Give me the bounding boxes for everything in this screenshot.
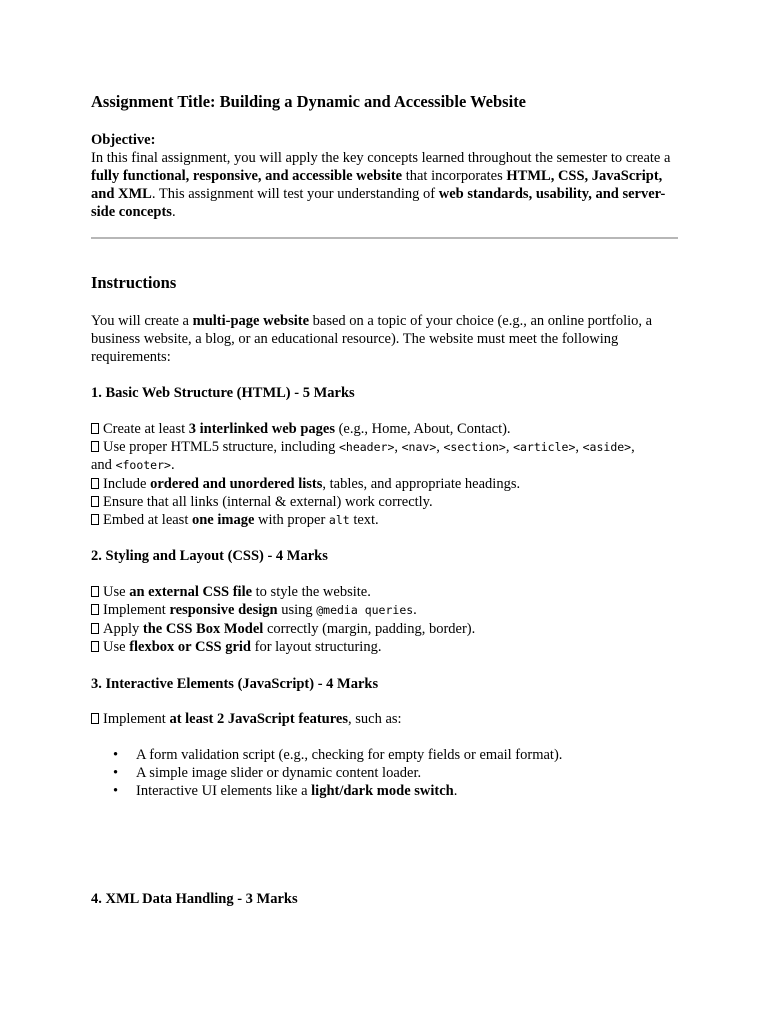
bullet-item: • A form validation script (e.g., checking for empty fields or email format). [113,747,563,763]
checklist-item: Use flexbox or CSS grid for layout structuring. [91,638,381,656]
section-4-heading: 4. XML Data Handling - 3 Marks [91,891,298,907]
checkbox-icon [91,423,99,434]
checkbox-icon [91,478,99,489]
instructions-heading: Instructions [91,273,177,292]
checklist-item: Include ordered and unordered lists, tables, and appropriate headings. [91,475,520,493]
checklist-item: Implement at least 2 JavaScript features, such as: [91,710,402,728]
section-1-heading: 1. Basic Web Structure (HTML) - 5 Marks [91,385,355,401]
checklist-item: Use proper HTML5 structure, including <header>, <nav>, <section>, <article>, <aside>, and <footer>. [91,439,635,473]
checkbox-icon [91,586,99,597]
horizontal-rule [91,237,678,239]
checklist-item: Use an external CSS file to style the website. [91,583,371,601]
checkbox-icon [91,441,99,452]
bullet-item: • A simple image slider or dynamic content loader. [113,765,422,781]
section-2-heading: 2. Styling and Layout (CSS) - 4 Marks [91,548,328,564]
checklist-item: Apply the CSS Box Model correctly (margin, padding, border). [91,620,475,638]
checklist-item: Ensure that all links (internal & external) work correctly. [91,493,433,511]
assignment-title: Assignment Title: Building a Dynamic and Accessible Website [91,92,527,111]
checklist-item: Embed at least one image with proper alt text. [91,511,379,529]
checkbox-icon [91,604,99,615]
instructions-paragraph: You will create a multi-page website based on a topic of your choice (e.g., an online portfolio, a business website, a blog, or an educational resource). The website must meet the following requirements: [91,313,653,365]
bullet-list [91,746,681,800]
bullet-icon: • [113,783,119,799]
objective-paragraph: In this final assignment, you will apply the key concepts learned throughout the semester to create a fully functional, responsive, and accessible website that incorporates HTML, CSS, JavaScript, and XML. This assignment will test your understanding of web standards, usability, and server-side concepts. [91,150,671,220]
checkbox-icon [91,641,99,652]
checkbox-icon [91,496,99,507]
checklist-item: Create at least 3 interlinked web pages (e.g., Home, About, Contact). [91,420,511,438]
checkbox-icon [91,514,99,525]
bullet-icon: • [113,765,119,781]
objective-label: Objective: [91,132,156,148]
checkbox-icon [91,713,99,724]
section-3-heading: 3. Interactive Elements (JavaScript) - 4 Marks [91,676,379,692]
bullet-item: • Interactive UI elements like a light/dark mode switch. [113,783,458,799]
checkbox-icon [91,623,99,634]
bullet-icon: • [113,747,119,763]
checklist-item: Implement responsive design using @media queries. [91,601,417,619]
